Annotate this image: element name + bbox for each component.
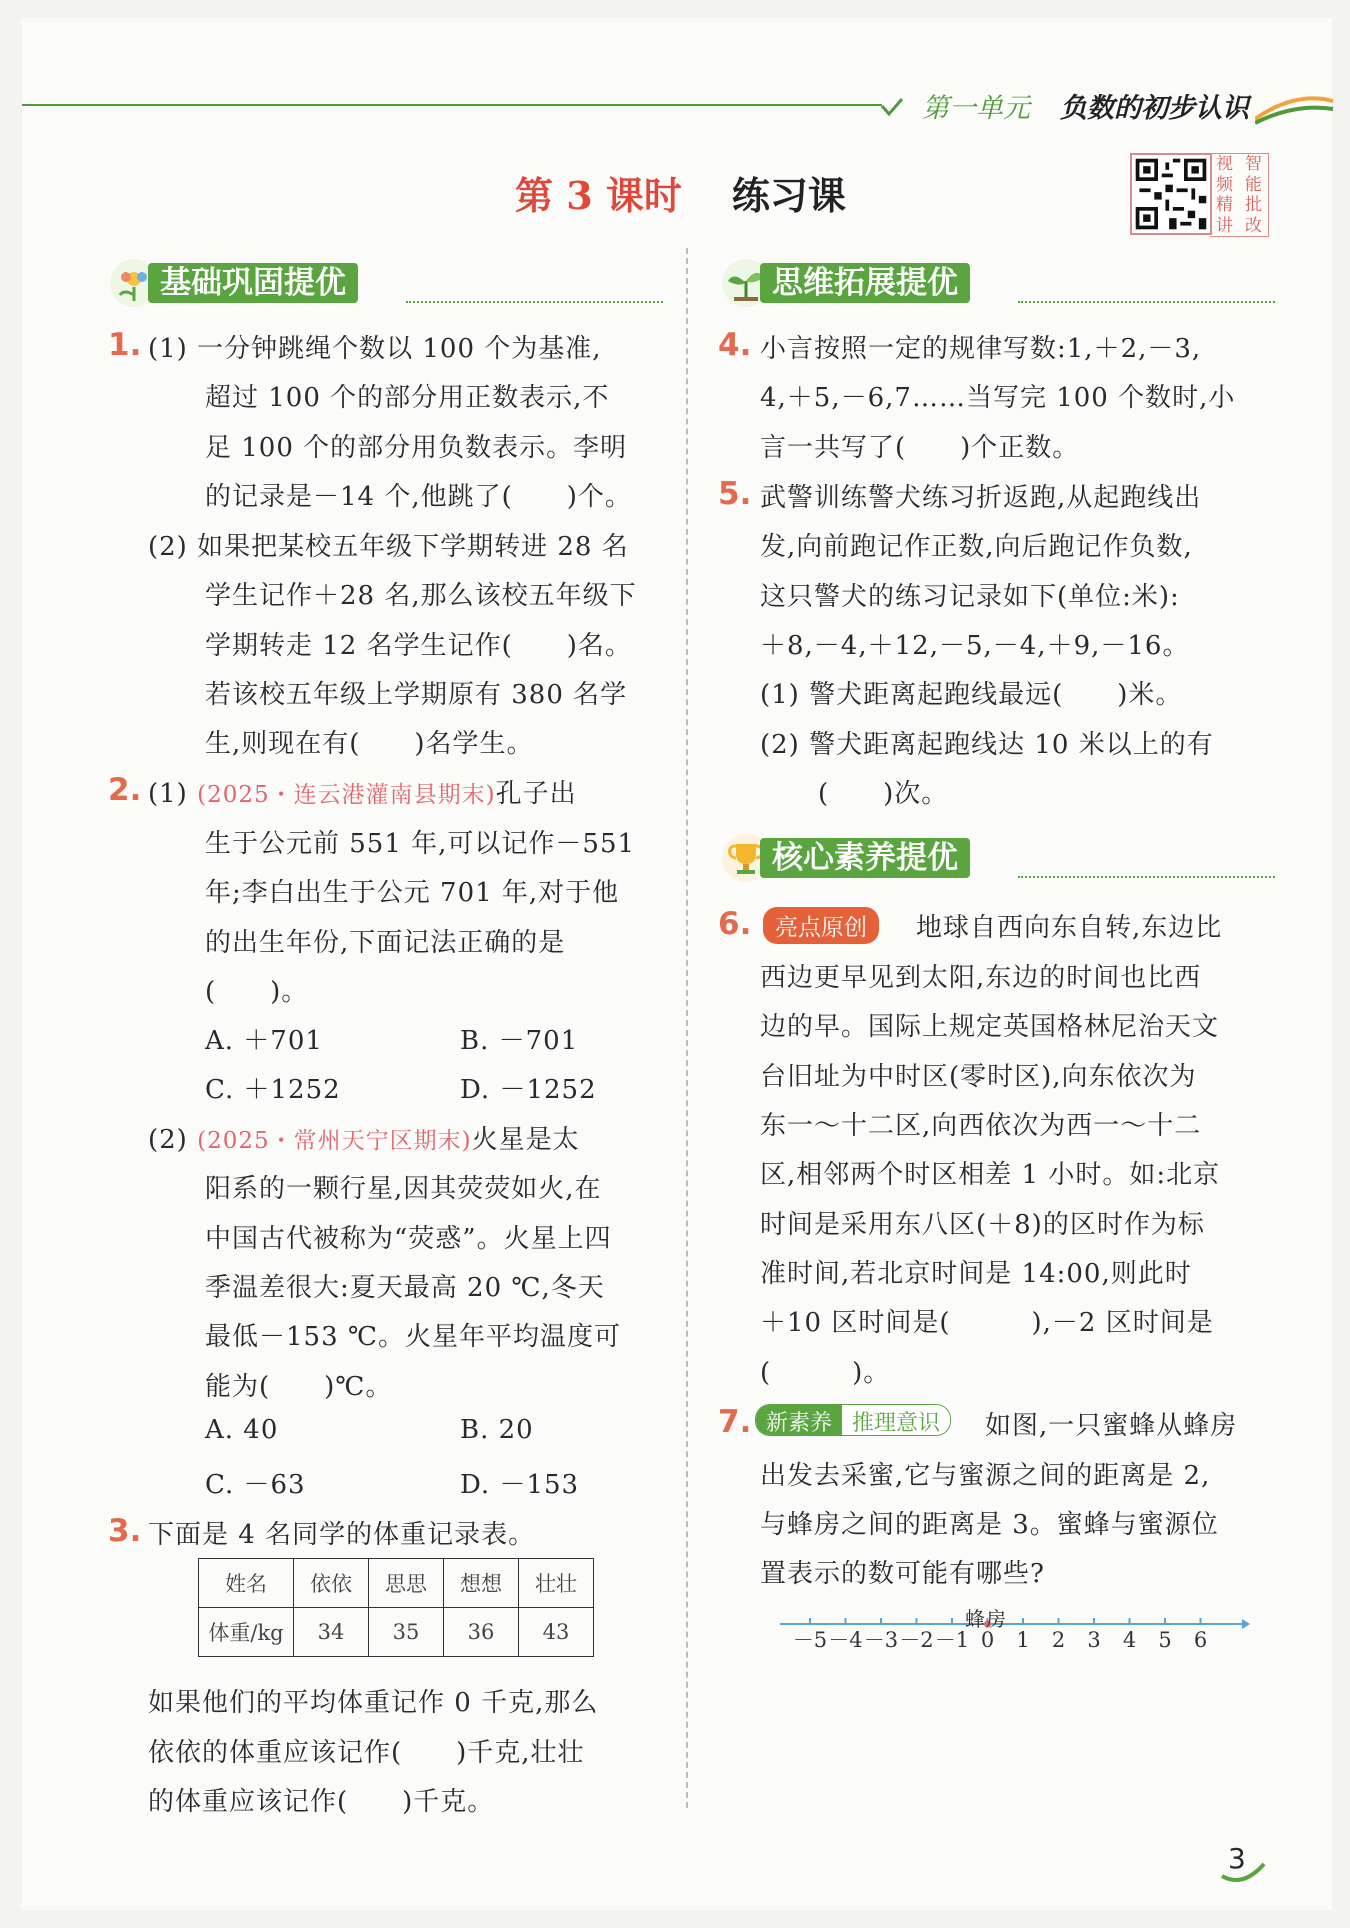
q5-line: 这只警犬的练习记录如下(单位:米): <box>760 582 1180 612</box>
question-number: 2. <box>108 772 142 808</box>
q6-line: 准时间,若北京时间是 14:00,则此时 <box>760 1259 1192 1289</box>
section-thinking-header <box>720 257 1275 309</box>
header-rule <box>22 104 882 106</box>
table-header-cell: 壮壮 <box>519 1559 594 1608</box>
q2-p1-first: 孔子出 <box>495 779 577 809</box>
header-topic: 负数的初步认识 <box>1060 93 1249 124</box>
q3-intro: 下面是 4 名同学的体重记录表。 <box>148 1520 536 1550</box>
swoosh-decoration <box>1255 95 1335 125</box>
number-line-label: 2 <box>1051 1628 1066 1650</box>
number-line-label: －4 <box>828 1628 863 1650</box>
section-thinking-title: 思维拓展提优 <box>760 263 970 303</box>
q2-p1-line: 生于公元前 551 年,可以记作－551 <box>205 829 636 859</box>
moon-decoration <box>1218 1858 1268 1884</box>
q2-p1-line: 的出生年份,下面记法正确的是 <box>205 928 566 958</box>
table-cell: 43 <box>519 1608 594 1657</box>
qr-label: 精 <box>1216 195 1233 215</box>
q2-p2-source: (2025・常州天宁区期末) <box>197 1128 472 1154</box>
q3-after-line: 依依的体重应该记作( )千克,壮壮 <box>148 1738 585 1768</box>
question-number: 4. <box>718 327 752 363</box>
number-line-label: 5 <box>1158 1628 1172 1650</box>
arrow-head-icon <box>1242 1619 1250 1629</box>
q2-p1-line <box>148 773 577 810</box>
q6-line: 台旧址为中时区(零时区),向东依次为 <box>760 1062 1197 1092</box>
option-a[interactable]: A. ＋701 <box>205 1026 323 1056</box>
q2-p2-line <box>148 1119 580 1156</box>
table-cell: 34 <box>294 1608 369 1657</box>
q5-line: 武警训练警犬练习折返跑,从起跑线出 <box>760 483 1202 513</box>
q3-after-line: 的体重应该记作( )千克。 <box>148 1787 495 1817</box>
hive-label: 蜂房 <box>965 1607 1007 1631</box>
number-line <box>780 1600 1250 1650</box>
q2-p1-line: 年;李白出生于公元 701 年,对于他 <box>205 878 620 908</box>
number-line-label: 1 <box>1016 1628 1030 1650</box>
option-c[interactable]: C. －63 <box>205 1470 306 1500</box>
q6-line: 东一～十二区,向西依次为西一～十二 <box>760 1111 1202 1141</box>
qr-label: 讲 <box>1216 215 1233 236</box>
q6-line: 边的早。国际上规定英国格林尼治天文 <box>760 1012 1220 1042</box>
number-line-label: －1 <box>934 1628 970 1650</box>
q4-line: 4,＋5,－6,7……当写完 100 个数时,小 <box>760 383 1236 413</box>
q5-sub2-line: (2) 警犬距离起跑线达 10 米以上的有 <box>760 730 1214 760</box>
number-line-label: －3 <box>863 1628 899 1650</box>
q6-line: 时间是采用东八区(＋8)的区时作为标 <box>760 1210 1205 1240</box>
section-core-title: 核心素养提优 <box>760 838 970 878</box>
original-badge: 亮点原创 <box>763 907 879 944</box>
page-number: 3 <box>1228 1842 1246 1875</box>
lesson-number: 第 3 课时 <box>515 173 682 218</box>
check-icon <box>880 96 904 118</box>
q2-p2-prefix: (2) <box>148 1125 198 1155</box>
literacy-badge <box>755 1404 951 1436</box>
qr-label: 智 <box>1245 154 1262 174</box>
section-basic-header <box>108 257 663 309</box>
section-rule <box>1018 876 1275 878</box>
q5-line: 发,向前跑记作正数,向后跑记作负数, <box>760 532 1193 562</box>
column-divider <box>686 248 688 1808</box>
section-core-header <box>720 832 1275 884</box>
q3-after-line: 如果他们的平均体重记作 0 千克,那么 <box>148 1688 599 1718</box>
page-title <box>515 165 846 220</box>
table-row <box>199 1608 594 1657</box>
q7-line: 置表示的数可能有哪些? <box>760 1559 1045 1589</box>
section-rule <box>1018 301 1275 303</box>
literacy-badge-sub: 推理意识 <box>842 1405 950 1435</box>
table-header-cell: 姓名 <box>199 1559 294 1608</box>
weight-table <box>198 1558 594 1657</box>
q1-p1-line: 的记录是－14 个,他跳了( )个。 <box>205 482 632 512</box>
number-line-label: 3 <box>1087 1628 1101 1650</box>
q1-p1-line: (1) 一分钟跳绳个数以 100 个为基准, <box>148 334 602 364</box>
option-a[interactable]: A. 40 <box>205 1415 279 1445</box>
q5-sub1: (1) 警犬距离起跑线最远( )米。 <box>760 680 1183 710</box>
lesson-name: 练习课 <box>731 173 846 218</box>
q2-p2-line: 阳系的一颗行星,因其荧荧如火,在 <box>205 1174 602 1204</box>
section-rule <box>406 301 663 303</box>
qr-labels <box>1210 153 1269 237</box>
qr-label: 批 <box>1245 195 1262 215</box>
question-number: 1. <box>108 327 142 363</box>
number-line-label: －5 <box>792 1628 828 1650</box>
q1-p2-line: 生,则现在有( )名学生。 <box>205 729 534 759</box>
option-d[interactable]: D. －1252 <box>460 1075 597 1105</box>
question-number: 7. <box>718 1404 752 1440</box>
number-line-label: 6 <box>1193 1628 1208 1650</box>
question-number: 3. <box>108 1513 142 1549</box>
q1-p2-line: 学生记作＋28 名,那么该校五年级下 <box>205 581 637 611</box>
header-unit: 第一单元 <box>922 93 1030 124</box>
section-basic-title: 基础巩固提优 <box>148 263 358 303</box>
option-b[interactable]: B. 20 <box>460 1415 534 1445</box>
q7-first: 如图,一只蜜蜂从蜂房 <box>985 1411 1238 1441</box>
q6-first: 地球自西向东自转,东边比 <box>916 913 1223 943</box>
q1-p2-line: 若该校五年级上学期原有 380 名学 <box>205 680 628 710</box>
literacy-badge-main: 新素养 <box>756 1405 842 1435</box>
qr-label: 改 <box>1245 215 1262 236</box>
q4-line: 小言按照一定的规律写数:1,＋2,－3, <box>760 334 1202 364</box>
q2-p1-prefix: (1) <box>148 779 198 809</box>
number-line-label: 4 <box>1122 1628 1137 1650</box>
q2-p1-line: ( )。 <box>205 977 309 1007</box>
qr-code-icon[interactable] <box>1130 153 1212 235</box>
q6-line: ＋10 区时间是( ),－2 区时间是 <box>760 1308 1214 1338</box>
table-header-cell: 想想 <box>444 1559 519 1608</box>
option-c[interactable]: C. ＋1252 <box>205 1075 341 1105</box>
table-header-cell: 依依 <box>294 1559 369 1608</box>
q2-p1-source: (2025・连云港灌南县期末) <box>197 782 496 808</box>
q7-line: 与蜂房之间的距离是 3。蜜蜂与蜜源位 <box>760 1510 1219 1540</box>
q1-p1-line: 足 100 个的部分用负数表示。李明 <box>205 433 628 463</box>
q7-line: 出发去采蜜,它与蜜源之间的距离是 2, <box>760 1461 1211 1491</box>
q2-p2-line: 季温差很大:夏天最高 20 ℃,冬天 <box>205 1273 605 1303</box>
q5-sub2-line: ( )次。 <box>818 779 949 809</box>
table-cell: 体重/kg <box>199 1608 294 1657</box>
number-line-label: 0 <box>980 1628 995 1650</box>
q6-line: 区,相邻两个时区相差 1 小时。如:北京 <box>760 1160 1221 1190</box>
option-b[interactable]: B. －701 <box>460 1026 579 1056</box>
q6-line: 西边更早见到太阳,东边的时间也比西 <box>760 963 1202 993</box>
q1-p1-line: 超过 100 个的部分用正数表示,不 <box>205 383 610 413</box>
q6-line: ( )。 <box>760 1358 891 1388</box>
q2-p2-line: 最低－153 ℃。火星年平均温度可 <box>205 1322 621 1352</box>
table-row <box>199 1559 594 1608</box>
q2-p2-line: 中国古代被称为“荧惑”。火星上四 <box>205 1224 612 1254</box>
table-cell: 36 <box>444 1608 519 1657</box>
qr-label: 视 <box>1216 154 1233 174</box>
q1-p2-line: (2) 如果把某校五年级下学期转进 28 名 <box>148 532 629 562</box>
table-header-cell: 思思 <box>369 1559 444 1608</box>
question-number: 6. <box>718 906 752 942</box>
q2-p2-first: 火星是太 <box>471 1125 580 1155</box>
question-number: 5. <box>718 476 752 512</box>
option-d[interactable]: D. －153 <box>460 1470 580 1500</box>
number-line-label: －2 <box>899 1628 934 1650</box>
table-cell: 35 <box>369 1608 444 1657</box>
qr-label: 能 <box>1245 174 1262 195</box>
q5-line: ＋8,－4,＋12,－5,－4,＋9,－16。 <box>760 631 1190 661</box>
qr-label: 频 <box>1216 174 1233 195</box>
q2-p2-line: 能为( )℃。 <box>205 1372 393 1402</box>
q4-line: 言一共写了( )个正数。 <box>760 433 1080 463</box>
q1-p2-line: 学期转走 12 名学生记作( )名。 <box>205 631 632 661</box>
